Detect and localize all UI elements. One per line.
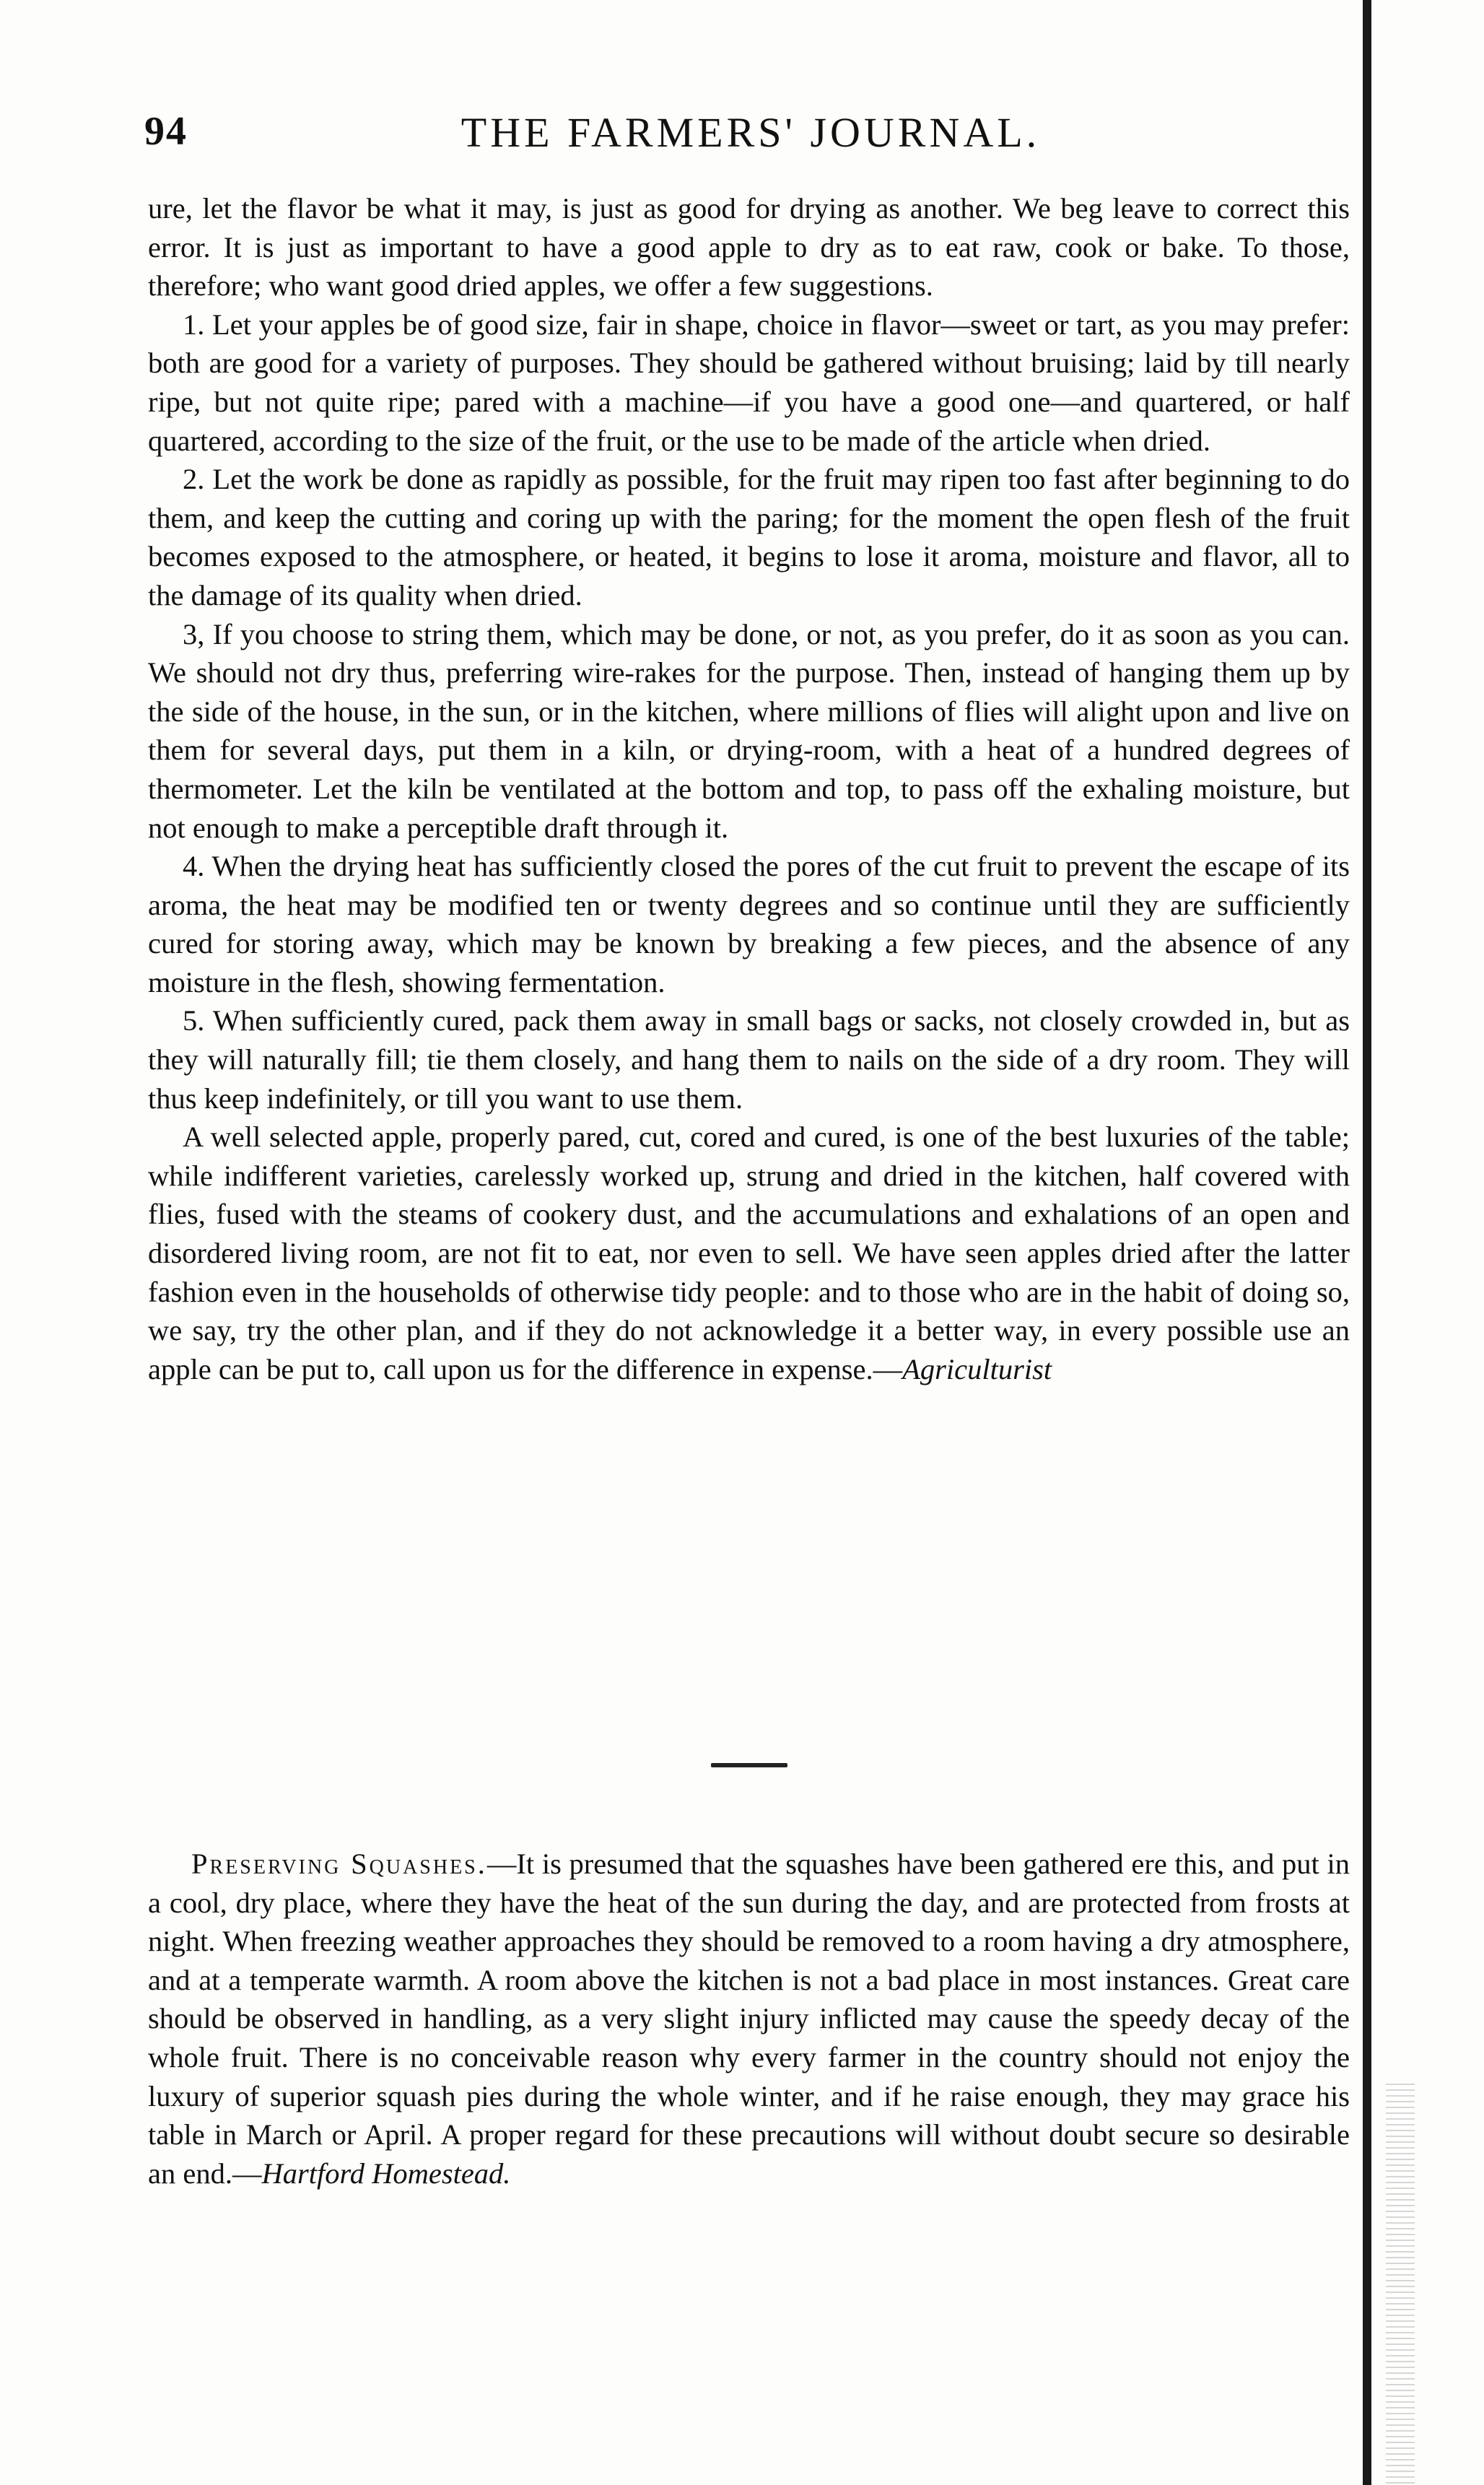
paragraph-step-1: 1. Let your apples be of good size, fair in shape, choice in flavor—sweet or tart, as you may prefer: both are good for a variety of purposes. They should be gathered without bruising; laid by till nearly ripe, but not quite ripe; pared with a machine—if you have a good one—and quartered, or half quartered, according to the size of the fruit, or the use to be made of the article when dried. [148, 308, 1350, 457]
squash-text: —It is presumed that the squashes have been gathered ere this, and put in a cool, dry place, where they have the heat of the sun during the day, and are protected from frosts at night. When freezing weather approaches they should be removed to a room having a dry atmosphere, and at a temperate warmth. A room above the kitchen is not a bad place in most instances. Great care should be observed in handling, as a very slight injury inflicted may cause the speedy decay of the whole fruit. There is no conceivable reason why every farmer in the country should not enjoy the luxury of superior squash pies during the whole winter, and if he raise enough, they may grace his table in March or April. A proper regard for these precautions will without doubt secure so desirable an end.— [148, 1848, 1350, 2190]
article-dried-apples [148, 189, 1350, 1388]
paragraph-step-2: 2. Let the work be done as rapidly as possible, for the fruit may ripen too fast after beginning to do them, and keep the cutting and coring up with the paring; for the moment the open flesh of the fruit becomes exposed to the atmosphere, or heated, it begins to lose it aroma, moisture and flavor, all to the damage of its quality when dried. [148, 463, 1350, 612]
article-source: Agriculturist [902, 1352, 1052, 1385]
paragraph-step-4: 4. When the drying heat has sufficiently closed the pores of the cut fruit to prevent the escape of its aroma, the heat may be modified ten or twenty degrees and so continue until they are sufficiently cured for storing away, which may be known by breaking a few pieces, and the absence of any moisture in the flesh, showing fermentation. [148, 850, 1350, 998]
paragraph-intro: ure, let the flavor be what it may, is just as good for drying as another. We beg leave to correct this error. It is just as important to have a good apple to dry as to eat raw, cook or bake. To those, therefore; who want good dried apples, we offer a few suggestions. [148, 192, 1350, 303]
conclusion-text: A well selected apple, properly pared, cut, cored and cured, is one of the best luxuries of the table; while indifferent varieties, carelessly worked up, strung and dried in the kitchen, half covered with flies, fused with the steams of cookery dust, and the accumulations and exhalations of an open and disordered living room, are not fit to eat, nor even to sell. We have seen apples dried after the latter fashion even in the households of otherwise tidy people: and to those who are in the habit of doing so, we say, try the other plan, and if they do not acknowledge it a better way, in every possible use an apple can be put to, call upon us for the difference in expense.— [148, 1120, 1350, 1385]
page-edge-rule [1363, 0, 1371, 2485]
squash-source: Hartford Homestead. [261, 2157, 511, 2190]
squash-paragraph [148, 1845, 1350, 2193]
page-number: 94 [144, 109, 188, 154]
article-divider [711, 1763, 787, 1767]
squash-heading: Preserving Squashes. [191, 1848, 487, 1880]
page-edge-speckle [1386, 2079, 1415, 2484]
running-title: THE FARMERS' JOURNAL. [461, 109, 1041, 156]
article-preserving-squashes [148, 1845, 1350, 2193]
paragraph-step-3: 3, If you choose to string them, which may be done, or not, as you prefer, do it as soon as you can. We should not dry thus, preferring wire-rakes for the purpose. Then, instead of hanging them up by the side of the house, in the sun, or in the kitchen, where millions of flies will alight upon and live on them for several days, put them in a kiln, or drying-room, with a heat of a hundred degrees of thermometer. Let the kiln be ventilated at the bottom and top, to pass off the exhaling moisture, but not enough to make a perceptible draft through it. [148, 617, 1350, 844]
paragraph-conclusion [148, 1118, 1350, 1388]
page-header [144, 108, 1357, 173]
paragraph-step-5: 5. When sufficiently cured, pack them away in small bags or sacks, not closely crowded in, but as they will naturally fill; tie them closely, and hang them to nails on the side of a dry room. They will thus keep indefinitely, or till you want to use them. [148, 1004, 1350, 1115]
